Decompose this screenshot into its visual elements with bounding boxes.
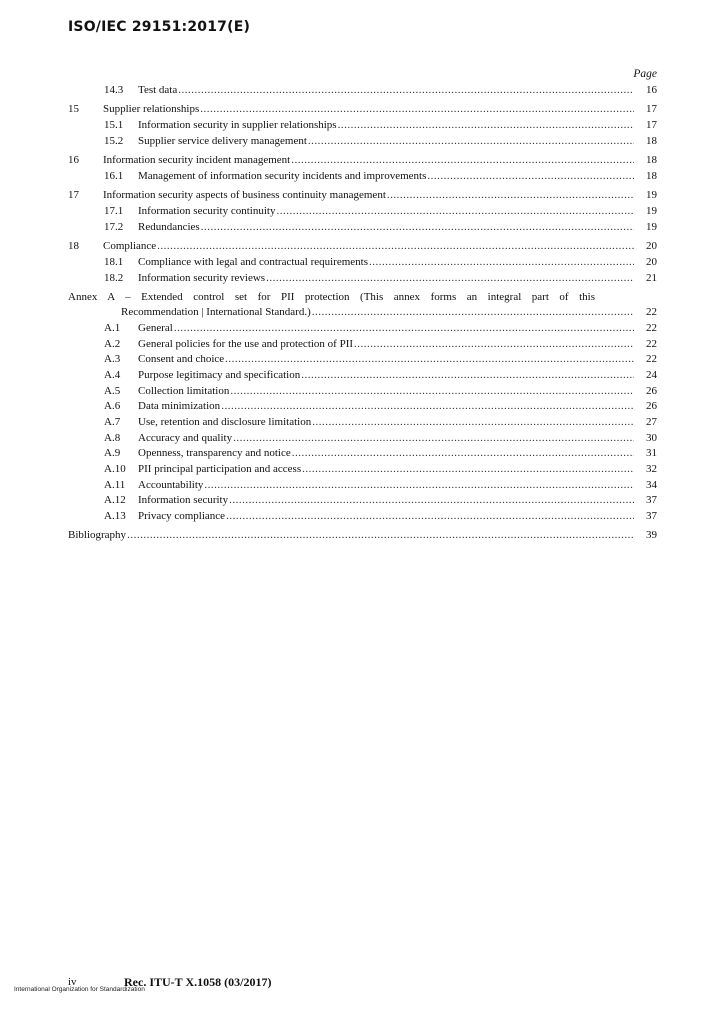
annex-entry[interactable] — [68, 400, 657, 415]
dot-leader — [230, 385, 634, 397]
toc-entry[interactable] — [68, 103, 657, 118]
dot-leader — [369, 256, 634, 268]
toc-entry-page: 20 — [646, 256, 657, 268]
toc-entry-title: Purpose legitimacy and specification — [138, 369, 301, 381]
toc-entry-page: 22 — [646, 353, 657, 365]
document-header-title: ISO/IEC 29151:2017(E) — [68, 19, 251, 35]
dot-leader — [204, 479, 634, 491]
toc-entry-title: Privacy compliance — [138, 510, 226, 522]
toc-entry-title: General policies for the use and protection of PII — [138, 338, 354, 350]
toc-entry-page: 19 — [646, 189, 657, 201]
annex-entry[interactable] — [68, 479, 657, 494]
toc-entry-title: Management of information security incidents and improvements — [138, 170, 427, 182]
dot-leader — [291, 154, 634, 166]
toc-entry[interactable] — [68, 119, 657, 134]
toc-entry-title: Use, retention and disclosure limitation — [138, 416, 312, 428]
page-column-label: Page — [633, 68, 657, 80]
dot-leader — [301, 369, 634, 381]
toc-entry-page: 32 — [646, 463, 657, 475]
annex-entry[interactable] — [68, 463, 657, 478]
toc-entry-title: Test data — [138, 84, 178, 96]
toc-entry-title: Collection limitation — [138, 385, 230, 397]
bibliography-entry[interactable] — [68, 529, 657, 544]
footer-recommendation: Rec. ITU-T X.1058 (03/2017) — [124, 975, 272, 989]
annex-entry[interactable] — [68, 385, 657, 400]
toc-entry-title: Information security — [138, 494, 229, 506]
annex-entry[interactable] — [68, 338, 657, 353]
dot-leader — [266, 272, 634, 284]
dot-leader — [276, 205, 634, 217]
toc-entry-title: Openness, transparency and notice — [138, 447, 291, 459]
toc-entry-page: 17 — [646, 119, 657, 131]
toc-entry-number: A.7 — [104, 416, 121, 428]
toc-entry-number: 15.2 — [104, 135, 124, 147]
toc-entry-number: 18 — [68, 240, 79, 252]
annex-entry[interactable] — [68, 510, 657, 525]
toc-entry-number: 18.2 — [104, 272, 124, 284]
toc-entry-page: 27 — [646, 416, 657, 428]
dot-leader — [308, 135, 634, 147]
toc-entry-title: Accountability — [138, 479, 204, 491]
toc-entry-number: A.6 — [104, 400, 121, 412]
dot-leader — [312, 416, 634, 428]
toc-entry-title: Information security reviews — [138, 272, 266, 284]
annex-heading-line2[interactable] — [68, 306, 657, 321]
toc-entry[interactable] — [68, 84, 657, 99]
toc-entry-number: A.5 — [104, 385, 121, 397]
toc-entry-title: Compliance with legal and contractual requirements — [138, 256, 369, 268]
toc-entry-page: 26 — [646, 400, 657, 412]
toc-entry-title: Supplier service delivery management — [138, 135, 307, 147]
annex-entry[interactable] — [68, 447, 657, 462]
annex-title-line1: Annex A – Extended control set for PII protection (This annex forms an integral part of this — [68, 291, 595, 303]
toc-entry-title: Accuracy and quality — [138, 432, 233, 444]
toc-entry-page: 22 — [646, 338, 657, 350]
toc-entry-page: 18 — [646, 154, 657, 166]
dot-leader — [225, 353, 634, 365]
toc-entry-title: Information security continuity — [138, 205, 276, 217]
annex-entry[interactable] — [68, 369, 657, 384]
toc-entry-title: General — [138, 322, 173, 334]
toc-entry-number: 15 — [68, 103, 79, 115]
toc-entry-title: Information security incident management — [103, 154, 291, 166]
annex-heading-line1[interactable] — [68, 291, 657, 306]
toc-entry-page: 30 — [646, 432, 657, 444]
toc-entry[interactable] — [68, 205, 657, 220]
toc-entry[interactable] — [68, 240, 657, 255]
dot-leader — [178, 84, 634, 96]
toc-entry-title: Redundancies — [138, 221, 200, 233]
toc-entry-number: A.11 — [104, 479, 126, 491]
toc-entry-number: 16 — [68, 154, 79, 166]
dot-leader — [201, 221, 634, 233]
toc-entry-title: Compliance — [103, 240, 157, 252]
toc-entry-page: 37 — [646, 510, 657, 522]
toc-entry-page: 21 — [646, 272, 657, 284]
toc-entry-number: A.2 — [104, 338, 121, 350]
toc-entry-page: 18 — [646, 170, 657, 182]
toc-entry-number: A.10 — [104, 463, 126, 475]
toc-entry-title: Recommendation | International Standard.) — [121, 306, 311, 318]
dot-leader — [387, 189, 634, 201]
toc-entry-page: 31 — [646, 447, 657, 459]
toc-entry-page: 17 — [646, 103, 657, 115]
toc-entry-page: 26 — [646, 385, 657, 397]
toc-entry[interactable] — [68, 256, 657, 271]
toc-entry[interactable] — [68, 135, 657, 150]
dot-leader — [302, 463, 634, 475]
toc-entry-title: Data minimization — [138, 400, 221, 412]
toc-entry-number: A.9 — [104, 447, 121, 459]
dot-leader — [427, 170, 634, 182]
dot-leader — [174, 322, 634, 334]
toc-entry-number: A.4 — [104, 369, 121, 381]
dot-leader — [292, 447, 634, 459]
toc-entry-page: 16 — [646, 84, 657, 96]
toc-entry-title: Supplier relationships — [103, 103, 200, 115]
dot-leader — [354, 338, 634, 350]
toc-entry-page: 19 — [646, 205, 657, 217]
toc-entry-page: 19 — [646, 221, 657, 233]
toc-entry-number: 15.1 — [104, 119, 124, 131]
toc-entry-number: A.12 — [104, 494, 126, 506]
footer-organization: International Organization for Standardization — [14, 986, 145, 993]
dot-leader — [127, 529, 634, 541]
toc-entry-title: Information security in supplier relationships — [138, 119, 337, 131]
toc-entry-number: A.13 — [104, 510, 126, 522]
toc-entry-page: 39 — [646, 529, 657, 541]
toc-entry[interactable] — [68, 221, 657, 236]
dot-leader — [157, 240, 634, 252]
annex-entry[interactable] — [68, 322, 657, 337]
toc-entry[interactable] — [68, 154, 657, 169]
toc-entry-number: 18.1 — [104, 256, 124, 268]
annex-entry[interactable] — [68, 494, 657, 509]
toc-entry-page: 37 — [646, 494, 657, 506]
toc-entry-number: 17 — [68, 189, 79, 201]
toc-entry-number: A.3 — [104, 353, 121, 365]
toc-entry-page: 22 — [646, 322, 657, 334]
toc-entry-page: 20 — [646, 240, 657, 252]
toc-entry-title: Information security aspects of business continuity management — [103, 189, 386, 201]
toc-entry-title: Bibliography — [68, 529, 127, 541]
annex-entry[interactable] — [68, 353, 657, 368]
toc-entry-page: 24 — [646, 369, 657, 381]
dot-leader — [229, 494, 634, 506]
toc-entry[interactable] — [68, 189, 657, 204]
toc-entry-title: Consent and choice — [138, 353, 225, 365]
footer-page-number: iv — [68, 976, 77, 988]
toc-entry-number: 17.1 — [104, 205, 124, 217]
dot-leader — [226, 510, 634, 522]
toc-entry-title: PII principal participation and access — [138, 463, 302, 475]
dot-leader — [233, 432, 634, 444]
toc-entry-number: A.1 — [104, 322, 121, 334]
dot-leader — [221, 400, 634, 412]
dot-leader — [200, 103, 634, 115]
toc-entry-page: 18 — [646, 135, 657, 147]
annex-entry[interactable] — [68, 432, 657, 447]
toc-entry-page: 34 — [646, 479, 657, 491]
toc-entry-number: 16.1 — [104, 170, 124, 182]
toc-entry-number: 17.2 — [104, 221, 124, 233]
toc-entry-number: 14.3 — [104, 84, 124, 96]
toc-entry-page: 22 — [646, 306, 657, 318]
toc-entry[interactable] — [68, 170, 657, 185]
dot-leader — [312, 306, 634, 318]
annex-entry[interactable] — [68, 416, 657, 431]
toc-entry[interactable] — [68, 272, 657, 287]
toc-entry-number: A.8 — [104, 432, 121, 444]
dot-leader — [338, 119, 634, 131]
